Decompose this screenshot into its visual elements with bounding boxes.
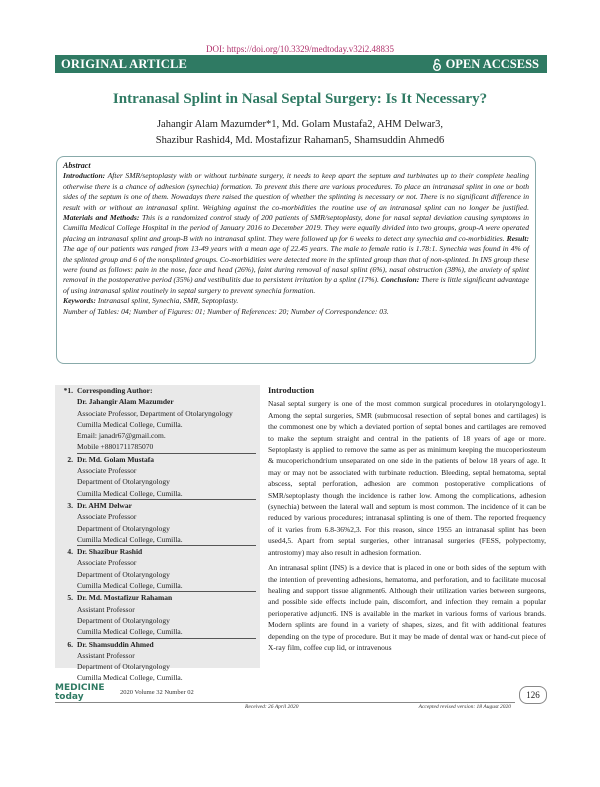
article-banner (55, 55, 547, 73)
email-text[interactable]: Email: janadr67@gmail.com. (77, 431, 166, 441)
introduction-paragraph: Nasal septal surgery is one of the most common surgical procedures in otolaryngology1. Among the septal surgeries, SMR (submucosal resection of septal bones and cartilages) is the commonest one by which a deviated portion of septal bones and cartilages are removed to make the septum straight and central in the patients of 18 years of age or more. Septoplasty is applied to remove the same as per as minimum keeping the mucoperiosteum & mucoperichondrium unseparated on one side in the patients of below 18 years of age. It may or may not be associated with turbinate reduction. Bleeding, septal hematoma, septal abscess, septal perforation, adhesion are common postoperative complications of SMR/septoplasty though the incidence is rather low. Among the complications, adhesion (synechia) between the lateral wall and septum is most common. The incidence of it can be reduced by various procedures; intranasal splinting is one of them. The reported frequency of it varies from 6.8-36%2,3. For this reason, since 1955 an intranasal splint has been used4,5. Apart from septal surgeries, other intranasal surgeries (FESS, polypectomy, antrostomy) may also result in adhesion formation. (268, 399, 546, 557)
received-date: Received: 26 April 2020 (245, 704, 299, 710)
open-access-lock-icon (432, 58, 442, 71)
keywords-label: Keywords: (63, 296, 96, 306)
author-affiliation: *1. Corresponding Author: Dr. Jahangir Alam Mazumder Associate Professor, Department of Otolaryngology Cumilla Medical College, Cumilla. Email: janadr67@gmail.com. Mobile +8801711785070 (55, 385, 260, 453)
abstract-conclusion: There is little significant advantage of using intranasal splint routinely in septal surgery to prevent synechia formation. (63, 275, 529, 295)
authors-line-1: Jahangir Alam Mazumder*1, Md. Golam Mustafa2, AHM Delwar3, (156, 119, 444, 130)
result-label: Result: (506, 233, 529, 243)
author-affiliation: 3. Dr. AHM Delwar Associate Professor Department of Otolaryngology Cumilla Medical College, Cumilla. (67, 500, 183, 544)
introduction-section (268, 385, 546, 657)
conclusion-label: Conclusion: (380, 275, 420, 285)
author-affiliation: 4. Dr. Shazibur Rashid Associate Professor Department of Otolaryngology Cumilla Medical College, Cumilla. (67, 547, 183, 591)
intro-label: Introduction: (63, 171, 106, 181)
open-access-label (432, 57, 539, 72)
page-footer (55, 680, 547, 710)
abstract-keywords: Intranasal splint, Synechia, SMR, Septoplasty. (97, 296, 239, 306)
author-affiliation: 2. Dr. Md. Golam Mustafa Associate Professor Department of Otolaryngology Cumilla Medical College, Cumilla. (67, 454, 183, 498)
accepted-date: Accepted revised version: 18 August 2020 (418, 704, 511, 710)
introduction-paragraph: An intranasal splint (INS) is a device that is placed in one or both sides of the septum with the intention of preventing adhesions, hematoma, and perforation, and to facilitate mucosal healing and support tissue alignment6. Although their utilization varies between surgeons, and possible side effects include pain, discomfort, and infection they remain a popular perioperative adjunct6. INS is available in the market in various forms of various brands. Modern splints are found in a variety of shapes, sizes, and fit with additional features depending on the type of procedure. But it may be made of dental wax or hand-cut piece of X-ray film, coffee cup lid, or intravenous (268, 563, 546, 652)
page-number: 126 (519, 686, 547, 704)
correspondence-panel (55, 385, 260, 683)
abstract-methods: This is a randomized control study of 200 patients of SMR/septoplasty, done for nasal septal deviation causing symptoms in Cumilla Medical College Hospital in the period of January 2016 to December 2019. They were equally divided into two groups, group-A were operated placing an intranasal splint and group-B with no intranasal splint. They were followed up for 6 weeks to detect any synechia and co-morbidities. (63, 213, 529, 243)
doi-link[interactable]: DOI: https://doi.org/10.3329/medtoday.v32i2.48835 (206, 44, 394, 54)
journal-logo: MEDICINE today (55, 683, 105, 702)
abstract-box (56, 156, 536, 364)
author-affiliation: 5. Dr. Md. Mostafizur Rahaman Assistant Professor Department of Otolaryngology Cumilla Medical College, Cumilla. (67, 593, 183, 637)
methods-label: Materials and Methods: (63, 213, 140, 223)
open-access-text: OPEN ACCSESS (445, 57, 539, 71)
author-list (70, 117, 530, 149)
issue-info: 2020 Volume 32 Number 02 (120, 689, 194, 696)
article-type-label: ORIGINAL ARTICLE (61, 57, 188, 71)
abstract-result: The age of our patients was ranged from 13-49 years with a mean age of 22.45 years. The male to female ratio is 1.78:1. Synechia was found in 4% of the splinted group and 6 of the nonsplinted groups. Co-morbidities were detected more in the splinted group than that of non-splinted. In INS group these were found as follows: pain in the nose, face and head (26%), faint during removal of nasal splint (6%), nasal obstruction (38%), the anxiety of splint removal in the postoperative period (35%) and vestibulitis due to persistent irritation by a splint (17%). (63, 244, 529, 285)
author-affiliation: 6. Dr. Shamsuddin Ahmed Assistant Professor Department of Otolaryngology Cumilla Medical College, Cumilla. (67, 639, 183, 683)
authors-line-2: Shazibur Rashid4, Md. Mostafizur Rahaman5, Shamsuddin Ahmed6 (155, 135, 445, 146)
abstract-heading: Abstract (63, 161, 91, 170)
footer-divider (55, 702, 515, 703)
abstract-intro: After SMR/septoplasty with or without turbinate surgery, it needs to keep apart the septum and turbinates up to their complete healing otherwise there is a chance of adhesion (synechia) formation. To prevent this there are various procedures. To place an intranasal splint in one or both sides of the septum is one of them. Nowadays there raised the question of whether the splinting is necessary or not. There is no significant difference in result with or without an intranasal splint. Weighing against the co-morbidities the routine use of an intranasal splint can no longer be justified. (63, 171, 529, 212)
introduction-heading: Introduction (268, 385, 315, 395)
article-title: Intranasal Splint in Nasal Septal Surgery: Is It Necessary? (112, 91, 488, 107)
abstract-counts: Number of Tables: 04; Number of Figures: 01; Number of References: 20; Number of Correspondence: 03. (63, 306, 389, 316)
